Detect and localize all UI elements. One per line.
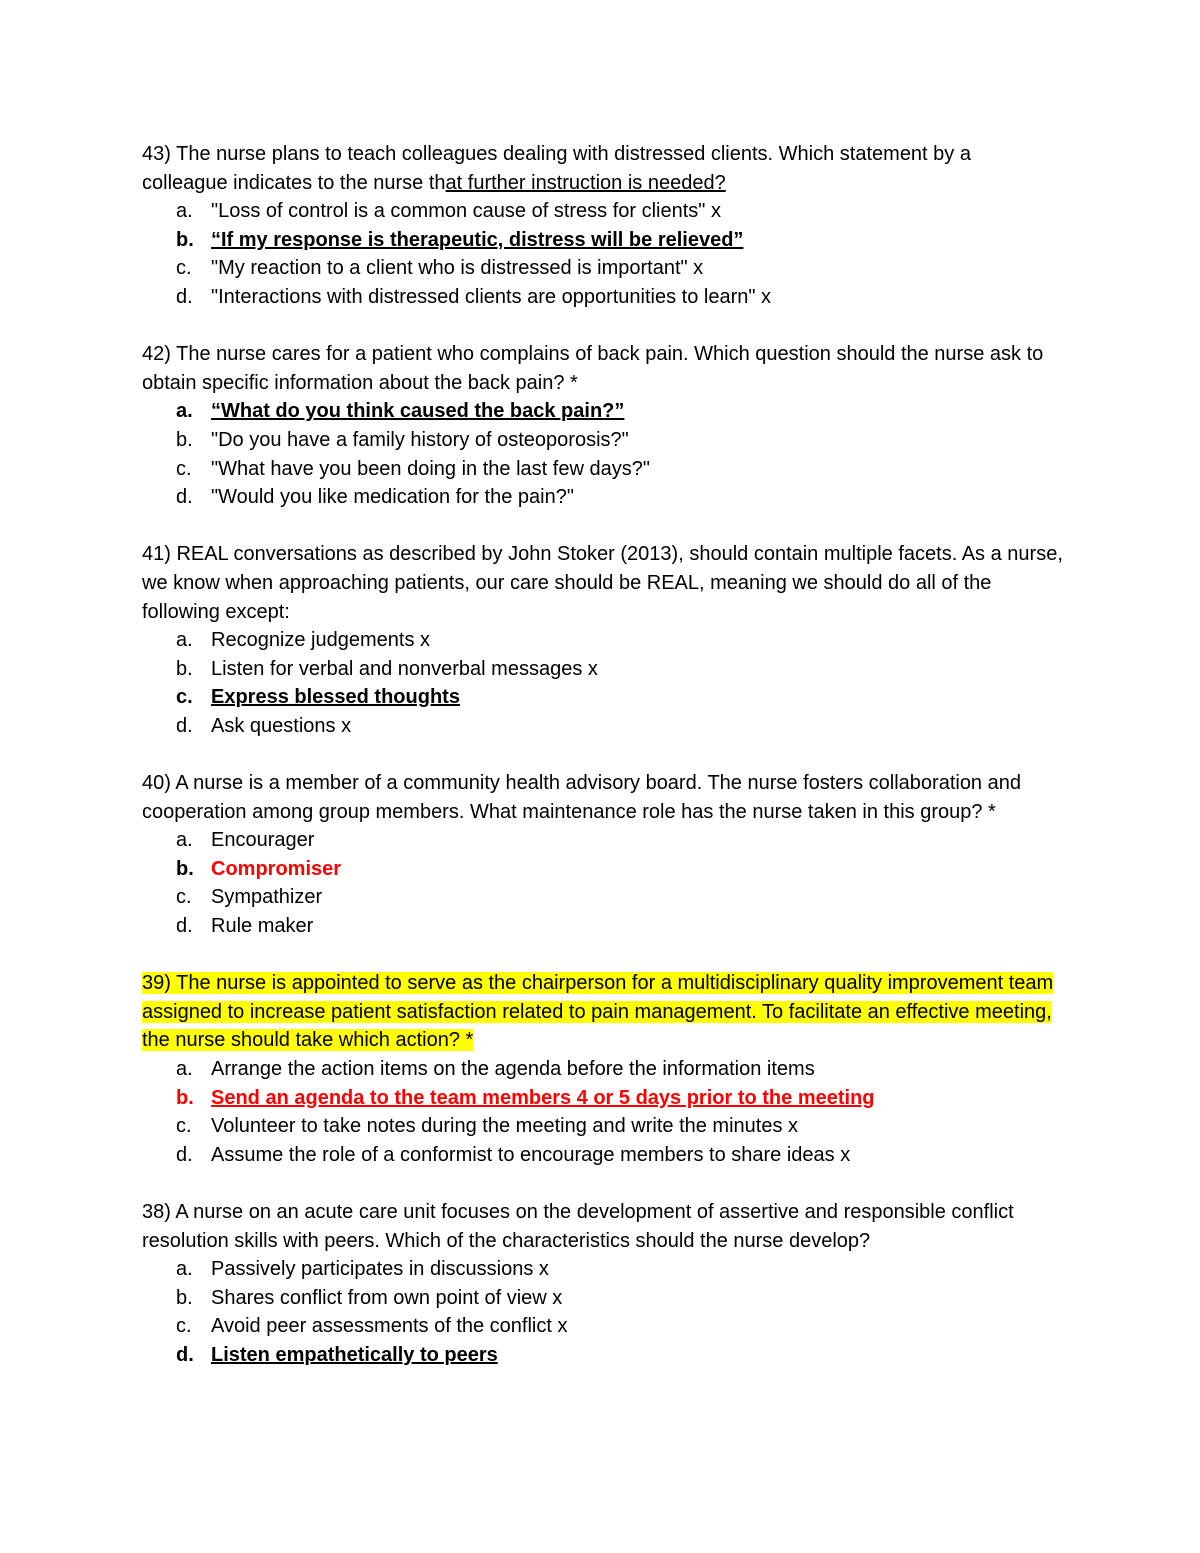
option-letter: b.: [176, 228, 194, 251]
option-b: [142, 426, 1072, 455]
option-a: [142, 1255, 1072, 1284]
option-b-correct: [142, 855, 1072, 884]
question-42: [142, 340, 1072, 512]
question-43: [142, 140, 1072, 312]
question-stem: [142, 769, 1072, 826]
document-page: [142, 140, 1072, 1398]
option-text: Rule maker: [211, 915, 314, 938]
option-text: Encourager: [211, 829, 315, 852]
option-text: "What have you been doing in the last few days?": [211, 457, 650, 480]
option-letter: a.: [176, 200, 193, 223]
option-d: [142, 1141, 1072, 1170]
option-d: [142, 483, 1072, 512]
stem-underlined-text: at further instruction is needed?: [445, 171, 726, 194]
question-39: [142, 969, 1072, 1169]
option-letter: c.: [176, 686, 193, 709]
answer-options: [142, 626, 1072, 740]
option-c: [142, 1112, 1072, 1141]
option-d: [142, 283, 1072, 312]
option-text: "Would you like medication for the pain?": [211, 486, 574, 509]
option-text: "My reaction to a client who is distressed is important" x: [211, 257, 704, 280]
option-letter: a.: [176, 400, 193, 423]
option-a: [142, 197, 1072, 226]
option-b: [142, 655, 1072, 684]
option-letter: c.: [176, 457, 192, 480]
option-letter: a.: [176, 1058, 193, 1080]
question-38: [142, 1198, 1072, 1370]
option-d-correct: [142, 1341, 1072, 1370]
option-text: “What do you think caused the back pain?”: [211, 400, 625, 423]
option-c: [142, 883, 1072, 912]
option-letter: b.: [176, 657, 193, 680]
option-b: [142, 1284, 1072, 1313]
option-c: [142, 455, 1072, 484]
option-letter: d.: [176, 714, 193, 737]
question-stem-highlighted: [142, 969, 1072, 1055]
option-text: Assume the role of a conformist to encourage members to share ideas x: [211, 1143, 851, 1166]
option-text: Listen for verbal and nonverbal messages x: [211, 657, 598, 680]
option-text: “If my response is therapeutic, distress will be relieved”: [211, 228, 744, 251]
question-41: [142, 540, 1072, 740]
answer-options: [142, 197, 1072, 311]
option-b-correct: [142, 226, 1072, 255]
option-letter: b.: [176, 428, 193, 451]
option-letter: c.: [176, 1115, 192, 1138]
option-letter: d.: [176, 486, 193, 509]
option-text: Recognize judgements x: [211, 629, 431, 652]
answer-options: [142, 1055, 1072, 1169]
option-text: Shares conflict from own point of view x: [211, 1286, 563, 1309]
option-text: Volunteer to take notes during the meeting and write the minutes x: [211, 1115, 799, 1138]
option-letter: b.: [176, 1286, 193, 1309]
option-text: "Interactions with distressed clients are opportunities to learn" x: [211, 285, 772, 308]
answer-options: [142, 826, 1072, 940]
option-letter: c.: [176, 886, 192, 909]
option-text: "Loss of control is a common cause of stress for clients" x: [211, 200, 721, 223]
question-stem: [142, 340, 1072, 397]
stem-text: 38) A nurse on an acute care unit focuses on the development of assertive and responsible conflict resolution skills with peers. Which of the characteristics should the nurse develop?: [142, 1200, 1014, 1252]
option-letter: b.: [176, 857, 194, 880]
option-letter: d.: [176, 915, 193, 938]
option-d: [142, 912, 1072, 941]
option-a: [142, 826, 1072, 855]
option-letter: d.: [176, 1143, 193, 1166]
question-40: [142, 769, 1072, 941]
option-text: Send an agenda to the team members 4 or 5 days prior to the meeting: [211, 1086, 875, 1109]
option-letter: d.: [176, 1343, 194, 1366]
option-a-correct: [142, 397, 1072, 426]
option-text: Avoid peer assessments of the conflict x: [211, 1315, 568, 1338]
option-text: Listen empathetically to peers: [211, 1343, 498, 1366]
stem-text: 41) REAL conversations as described by John Stoker (2013), should contain multiple facets. As a nurse, we know when approaching patients, our care should be REAL, meaning we should do all of the following except:: [142, 543, 1063, 623]
question-stem: [142, 1198, 1072, 1255]
answer-options: [142, 1255, 1072, 1369]
option-text: Sympathizer: [211, 886, 323, 909]
stem-text-line-1: 43) The nurse plans to teach colleagues dealing with distressed clients. Which statement by a: [142, 143, 971, 165]
option-text: Arrange the action items on the agenda before the information items: [211, 1058, 815, 1080]
option-letter: c.: [176, 1315, 192, 1338]
stem-text: 42) The nurse cares for a patient who complains of back pain. Which question should the nurse ask to obtain specific information about the back pain? *: [142, 343, 1044, 394]
question-stem: [142, 140, 1072, 197]
option-letter: b.: [176, 1086, 194, 1109]
option-d: [142, 712, 1072, 741]
option-text: Compromiser: [211, 857, 342, 880]
answer-options: [142, 397, 1072, 511]
stem-text: 40) A nurse is a member of a community health advisory board. The nurse fosters collaboration and cooperation among group members. What maintenance role has the nurse taken in this group? *: [142, 772, 1021, 823]
option-text: Express blessed thoughts: [211, 686, 460, 709]
option-a: [142, 1055, 1072, 1084]
option-c: [142, 1312, 1072, 1341]
option-letter: a.: [176, 1258, 193, 1281]
option-b-correct: [142, 1084, 1072, 1113]
option-letter: d.: [176, 285, 193, 308]
stem-text: 39) The nurse is appointed to serve as the chairperson for a multidisciplinary quality improvement team assigned to increase patient satisfaction related to pain management. To facilitate an effective meeting, the nurse should take which action? *: [142, 972, 1054, 1052]
option-c: [142, 254, 1072, 283]
option-text: Ask questions x: [211, 714, 352, 737]
option-a: [142, 626, 1072, 655]
option-letter: a.: [176, 829, 193, 852]
question-stem: [142, 540, 1072, 626]
option-letter: c.: [176, 257, 192, 280]
option-letter: a.: [176, 629, 193, 652]
option-text: Passively participates in discussions x: [211, 1258, 549, 1281]
option-c-correct: [142, 683, 1072, 712]
stem-text-line-2: colleague indicates to the nurse th: [142, 171, 446, 194]
option-text: "Do you have a family history of osteoporosis?": [211, 428, 629, 451]
